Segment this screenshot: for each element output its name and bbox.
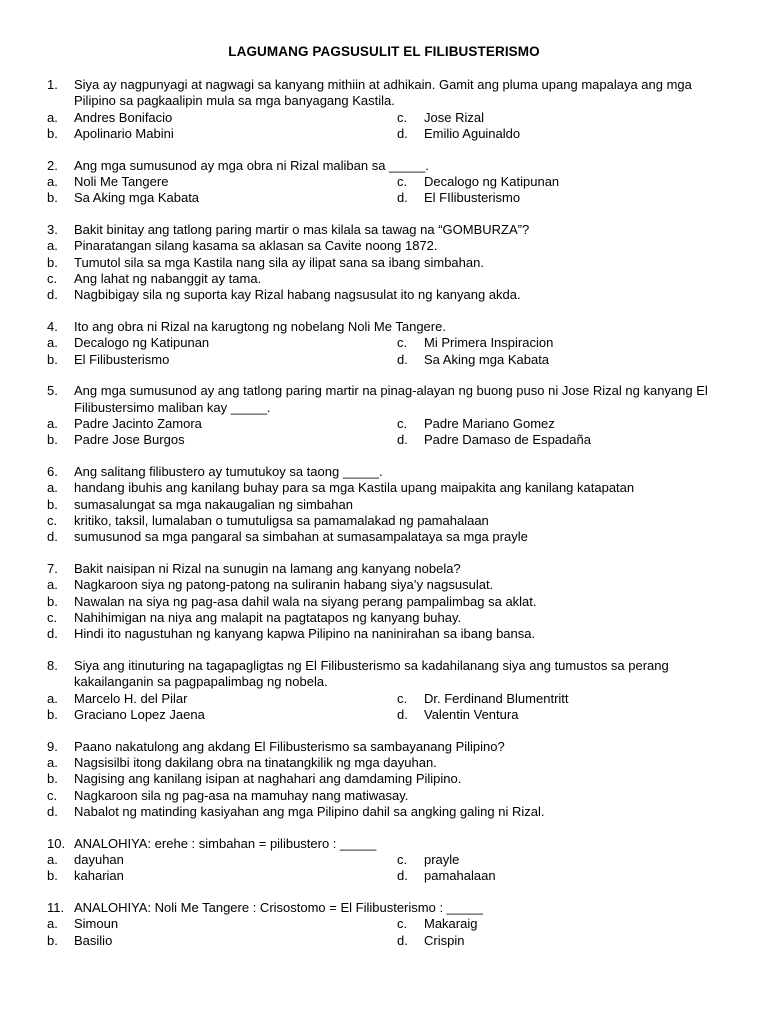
question-number: 3. (47, 222, 58, 238)
option-row (47, 691, 727, 707)
option-row (47, 916, 727, 932)
question-stem (47, 158, 727, 174)
option-row (47, 287, 727, 303)
option-label: d. (397, 868, 408, 884)
option-row (47, 804, 727, 820)
option-row (47, 271, 727, 287)
question-stem (47, 464, 727, 480)
question-11 (47, 900, 727, 949)
question-text: ANALOHIYA: Noli Me Tangere : Crisostomo = El Filibusterismo : _____ (74, 900, 483, 916)
option-row (47, 352, 727, 368)
question-stem (47, 561, 727, 577)
question-7 (47, 561, 727, 642)
option-row (47, 416, 727, 432)
option-label: a. (47, 852, 58, 868)
option-text: Andres Bonifacio (74, 109, 173, 125)
option-text: pamahalaan (424, 868, 496, 884)
question-6 (47, 464, 727, 545)
question-list (47, 77, 727, 965)
option-row (47, 255, 727, 271)
option-text: Dr. Ferdinand Blumentritt (424, 690, 569, 706)
option-text: Ang lahat ng nabanggit ay tama. (74, 270, 262, 286)
option-label: d. (397, 432, 408, 448)
option-text: El FIlibusterismo (424, 190, 521, 206)
option-text: Crispin (424, 932, 465, 948)
option-label: c. (397, 109, 408, 125)
option-row (47, 868, 727, 884)
page-title: LAGUMANG PAGSUSULIT EL FILIBUSTERISMO (228, 44, 540, 59)
option-label: b. (47, 932, 58, 948)
option-text: Nabalot ng matinding kasiyahan ang mga Pilipino dahil sa angking galing ni Rizal. (74, 803, 545, 819)
option-text: Marcelo H. del Pilar (74, 690, 188, 706)
option-label: c. (47, 787, 58, 803)
option-label: d. (47, 803, 58, 819)
option-row (47, 190, 727, 206)
option-text: El Filibusterismo (74, 351, 170, 367)
question-number: 11. (47, 900, 65, 916)
option-text: Nagkaroon siya ng patong-patong na suliranin habang siya’y nagsusulat. (74, 577, 494, 593)
option-row (47, 577, 727, 593)
option-label: a. (47, 335, 58, 351)
option-text: Sa Aking mga Kabata (424, 351, 550, 367)
question-stem (47, 222, 727, 238)
option-row (47, 707, 727, 723)
option-label: b. (47, 432, 58, 448)
option-text: dayuhan (74, 852, 124, 868)
option-text: Valentin Ventura (424, 707, 519, 722)
question-stem (47, 319, 727, 335)
option-row (47, 238, 727, 254)
question-stem (47, 836, 727, 852)
option-text: Makaraig (424, 916, 478, 932)
question-text: Paano nakatulong ang akdang El Filibusterismo sa sambayanang Pilipino? (74, 738, 505, 754)
question-stem (47, 900, 727, 916)
question-5 (47, 383, 727, 448)
option-text: prayle (424, 852, 460, 868)
option-label: d. (397, 932, 408, 948)
option-label: c. (397, 916, 408, 932)
question-number: 8. (47, 658, 58, 674)
question-text: Ang mga sumusunod ay mga obra ni Rizal maliban sa _____. (74, 157, 429, 173)
question-text: Siya ang itinuturing na tagapagligtas ng El Filibusterismo sa kadahilanang siya ang tumustos sa perang kakailanganin sa pagpapalimbag ng nobela. (74, 658, 669, 690)
option-label: a. (47, 238, 58, 254)
option-label: b. (47, 351, 58, 367)
option-label: b. (47, 868, 58, 884)
option-text: Sa Aking mga Kabata (74, 190, 200, 206)
option-text: Nawalan na siya ng pag-asa dahil wala na siyang perang pampalimbag sa aklat. (74, 593, 537, 609)
option-row (47, 110, 727, 126)
question-number: 6. (47, 464, 58, 480)
question-text: Bakit naisipan ni Rizal na sunugin na lamang ang kanyang nobela? (74, 561, 461, 577)
question-4 (47, 319, 727, 368)
option-label: b. (47, 190, 58, 206)
option-label: a. (47, 480, 58, 496)
question-number: 9. (47, 738, 58, 754)
option-text: Nagsisilbi itong dakilang obra na tinatangkilik ng mga dayuhan. (74, 755, 437, 771)
option-row (47, 529, 727, 545)
option-text: Nagising ang kanilang isipan at naghahari ang damdaming Pilipino. (74, 771, 462, 787)
option-label: a. (47, 173, 58, 189)
option-label: a. (47, 755, 58, 771)
option-text: Padre Jacinto Zamora (74, 416, 202, 432)
option-row (47, 126, 727, 142)
option-label: c. (397, 173, 408, 189)
option-row (47, 335, 727, 351)
option-label: c. (397, 690, 408, 706)
option-label: a. (47, 109, 58, 125)
option-text: kaharian (74, 868, 124, 884)
option-row (47, 513, 727, 529)
option-text: Padre Jose Burgos (74, 432, 185, 448)
option-label: a. (47, 916, 58, 932)
question-number: 1. (47, 77, 58, 92)
question-text: Ito ang obra ni Rizal na karugtong ng nobelang Noli Me Tangere. (74, 319, 446, 335)
option-text: Noli Me Tangere (74, 173, 169, 189)
option-text: kritiko, taksil, lumalaban o tumutuligsa sa pamamalakad ng pamahalaan (74, 513, 489, 529)
question-number: 7. (47, 561, 58, 577)
question-10 (47, 836, 727, 885)
option-text: Simoun (74, 916, 119, 932)
question-2 (47, 158, 727, 207)
option-label: a. (47, 690, 58, 706)
option-text: Pinaratangan silang kasama sa aklasan sa Cavite noong 1872. (74, 238, 438, 254)
option-label: c. (47, 513, 58, 529)
option-label: b. (47, 496, 58, 512)
question-text: ANALOHIYA: erehe : simbahan = pilibustero : _____ (74, 835, 377, 851)
option-text: Decalogo ng Katipunan (74, 335, 210, 351)
option-row (47, 771, 727, 787)
option-label: b. (47, 707, 58, 722)
question-9 (47, 739, 727, 820)
option-row (47, 755, 727, 771)
option-text: Decalogo ng Katipunan (424, 173, 560, 189)
option-label: d. (397, 351, 408, 367)
option-label: d. (397, 707, 408, 722)
option-text: Graciano Lopez Jaena (74, 707, 205, 722)
question-text: Siya ay nagpunyagi at nagwagi sa kanyang mithiin at adhikain. Gamit ang pluma upang mapalaya ang mga Pilipino sa pagkaalipin mula sa mga banyagang Kastila. (74, 77, 692, 109)
option-text: Tumutol sila sa mga Kastila nang sila ay ilipat sana sa ibang simbahan. (74, 254, 484, 270)
option-label: c. (397, 852, 408, 868)
option-text: Nagbibigay sila ng suporta kay Rizal habang nagsusulat ito ng kanyang akda. (74, 287, 521, 303)
option-row (47, 933, 727, 949)
question-text: Ang mga sumusunod ay ang tatlong paring martir na pinag-alayan ng buong puso ni Jose Rizal ng kanyang El Filibustersimo maliban kay _____. (74, 383, 708, 415)
option-row (47, 852, 727, 868)
option-label: b. (47, 125, 58, 141)
option-label: a. (47, 577, 58, 593)
option-label: b. (47, 254, 58, 270)
option-row (47, 174, 727, 190)
option-text: Mi Primera Inspiracion (424, 335, 554, 351)
option-text: sumasalungat sa mga nakaugalian ng simbahan (74, 496, 353, 512)
question-1 (47, 77, 727, 142)
option-text: Padre Damaso de Espadaña (424, 432, 591, 448)
option-text: Nagkaroon sila ng pag-asa na mamuhay nang matiwasay. (74, 787, 409, 803)
question-stem (47, 658, 727, 691)
question-text: Ang salitang filibustero ay tumutukoy sa taong _____. (74, 464, 383, 480)
option-label: c. (47, 610, 58, 626)
option-label: c. (397, 335, 408, 351)
question-text: Bakit binitay ang tatlong paring martir o mas kilala sa tawag na “GOMBURZA”? (74, 222, 530, 238)
question-number: 5. (47, 383, 58, 399)
option-text: Padre Mariano Gomez (424, 416, 555, 432)
option-label: c. (397, 416, 408, 432)
option-label: d. (47, 287, 58, 303)
option-label: c. (47, 270, 58, 286)
option-text: Apolinario Mabini (74, 125, 174, 141)
option-row (47, 480, 727, 496)
option-row (47, 497, 727, 513)
option-label: a. (47, 416, 58, 432)
option-text: Nahihimigan na niya ang malapit na pagtatapos ng kanyang buhay. (74, 610, 462, 626)
question-stem (47, 383, 727, 416)
option-label: b. (47, 593, 58, 609)
question-number: 10. (47, 835, 66, 851)
option-row (47, 788, 727, 804)
option-text: Emilio Aguinaldo (424, 125, 521, 141)
question-stem (47, 77, 727, 110)
option-label: d. (47, 626, 58, 642)
question-number: 2. (47, 157, 58, 173)
option-text: Jose Rizal (424, 109, 484, 125)
option-row (47, 432, 727, 448)
question-8 (47, 658, 727, 723)
option-row (47, 626, 727, 642)
option-row (47, 594, 727, 610)
option-label: b. (47, 771, 58, 787)
question-3 (47, 222, 727, 303)
option-row (47, 610, 727, 626)
question-number: 4. (47, 319, 58, 335)
option-label: d. (397, 125, 408, 141)
option-text: Hindi ito nagustuhan ng kanyang kapwa Pilipino na naninirahan sa ibang bansa. (74, 626, 536, 642)
question-stem (47, 739, 727, 755)
option-text: sumusunod sa mga pangaral sa simbahan at sumasampalataya sa mga prayle (74, 529, 528, 545)
option-text: handang ibuhis ang kanilang buhay para sa mga Kastila upang maipakita ang kanilang katapatan (74, 480, 635, 496)
option-label: d. (397, 190, 408, 206)
option-text: Basilio (74, 932, 113, 948)
option-label: d. (47, 529, 58, 545)
